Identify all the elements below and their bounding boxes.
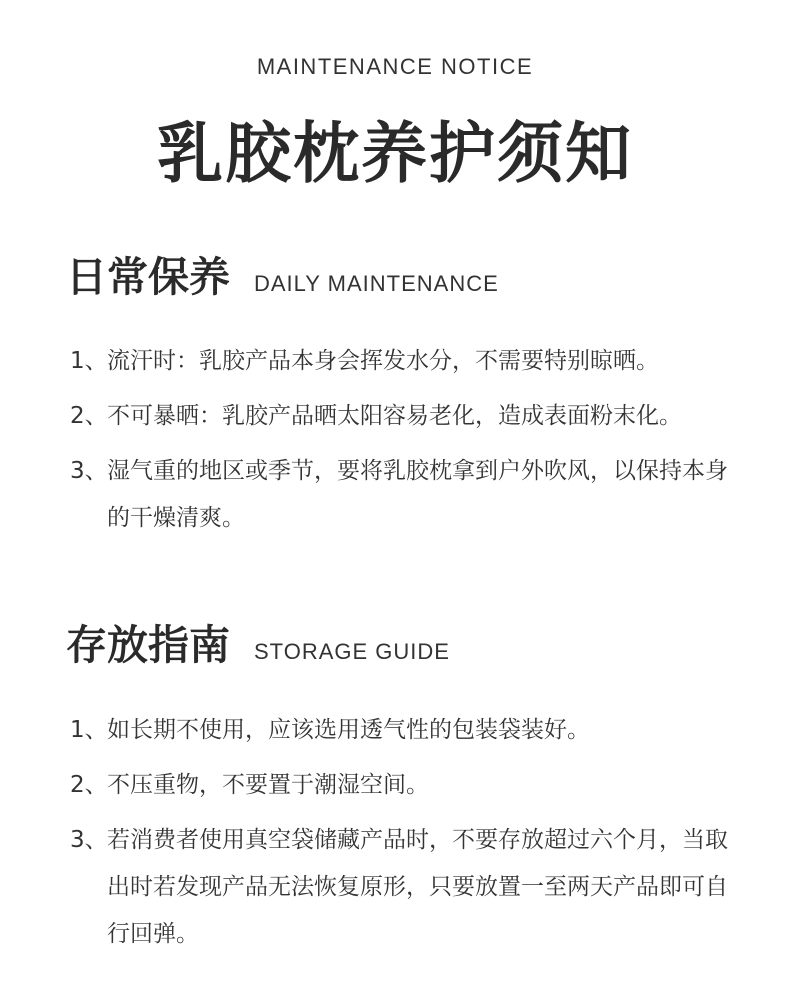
- item-number: 1、: [70, 348, 108, 374]
- item-text: 若消费者使用真空袋储藏产品时，不要存放超过六个月，当取出时若发现产品无法恢复原形，只要放置一至两天产品即可自行回弹。: [107, 827, 728, 947]
- list-item: [70, 393, 750, 440]
- item-number: 1、: [70, 717, 108, 743]
- item-text: 如长期不使用，应该选用透气性的包装袋装好。: [107, 717, 590, 743]
- list-item: [70, 817, 750, 958]
- list-item: [70, 448, 750, 542]
- item-text: 湿气重的地区或季节，要将乳胶枕拿到户外吹风，以保持本身的干燥清爽。: [107, 458, 728, 531]
- storage-heading-en: STORAGE GUIDE: [254, 639, 450, 664]
- daily-maintenance-heading: [66, 244, 499, 303]
- daily-maintenance-list: [70, 338, 750, 550]
- list-item: [70, 762, 750, 809]
- item-text: 不压重物，不要置于潮湿空间。: [107, 772, 429, 798]
- item-number: 3、: [70, 458, 108, 484]
- daily-heading-zh: 日常保养: [66, 253, 230, 301]
- item-text: 不可暴晒：乳胶产品晒太阳容易老化，造成表面粉末化。: [107, 403, 682, 429]
- notice-subtitle: MAINTENANCE NOTICE: [256, 54, 534, 79]
- storage-heading-zh: 存放指南: [66, 621, 230, 669]
- storage-guide-list: [70, 707, 750, 966]
- daily-heading-en: DAILY MAINTENANCE: [254, 271, 499, 296]
- item-text: 流汗时：乳胶产品本身会挥发水分，不需要特别晾晒。: [107, 348, 659, 374]
- item-number: 3、: [70, 827, 108, 853]
- item-number: 2、: [70, 403, 108, 429]
- page-title: 乳胶枕养护须知: [157, 115, 633, 192]
- list-item: [70, 338, 750, 385]
- storage-guide-heading: [66, 612, 450, 671]
- item-number: 2、: [70, 772, 108, 798]
- list-item: [70, 707, 750, 754]
